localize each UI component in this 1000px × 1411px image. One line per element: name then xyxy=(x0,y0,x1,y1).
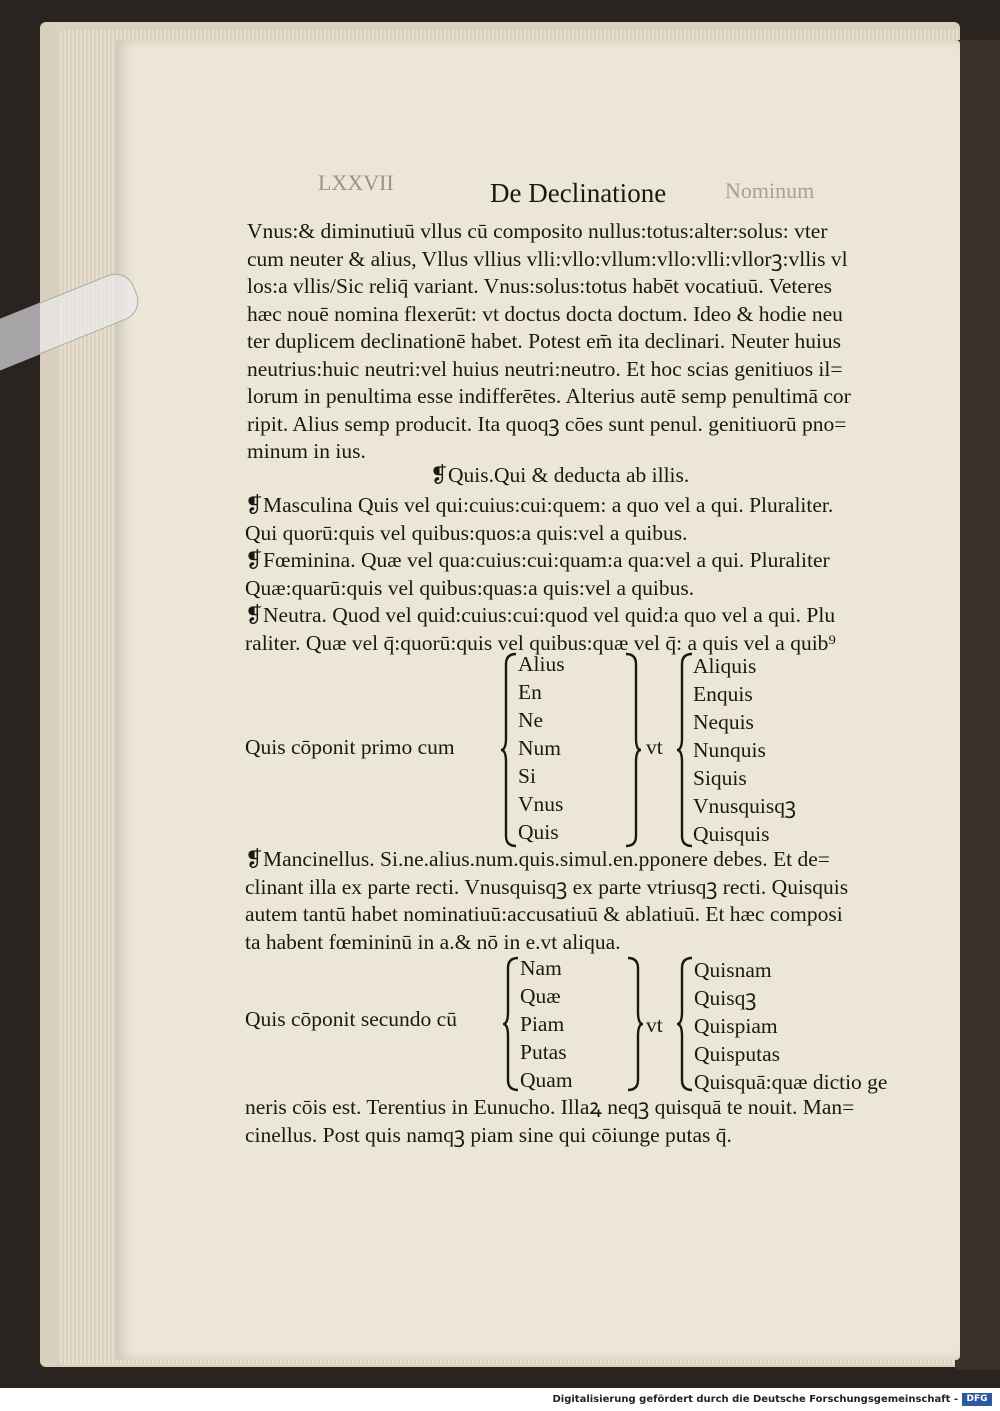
table1-left-item: Quis xyxy=(518,820,559,844)
table2-right-item: Quisputas xyxy=(694,1042,780,1066)
table2-right-item: Quisqꝫ xyxy=(694,986,757,1010)
table2-left-item: Quæ xyxy=(520,984,561,1008)
table1-left-item: Num xyxy=(518,736,561,760)
table1-right-item: Aliquis xyxy=(693,654,757,678)
text-line: ter duplicem declinationē habet. Potest em̄ ita declinari. Neuter huius xyxy=(247,329,842,353)
dfg-logo: DFG xyxy=(962,1393,992,1406)
paragraph-4 xyxy=(245,1094,854,1149)
text-line: lorum in penultima esse indifferētes. Alterius autē semp penultimā cor xyxy=(247,384,851,408)
page-title: De Declinatione xyxy=(490,178,667,208)
table1-mid-brace xyxy=(622,652,642,848)
table1-left-item: Alius xyxy=(518,652,565,676)
table1-right-item: Vnusquisqꝫ xyxy=(693,794,796,818)
table1-left-item: Ne xyxy=(518,708,544,732)
text-line: neutrius:huic neutri:vel huius neutri:neutro. Et hoc scias genitiuos il= xyxy=(247,356,843,381)
text-line: los:a vllis/Sic reliq̄ variant. Vnus:solus:totus habēt vocatiuū. Veteres xyxy=(247,274,833,298)
paragraph-2 xyxy=(245,492,836,657)
table1-left-item: Si xyxy=(518,764,536,788)
text-line: ❡Fœminina. Quæ vel qua:cuius:cui:quam:a qua:vel a qui. Pluraliter xyxy=(245,548,830,572)
text-line: minum in ius. xyxy=(247,439,366,463)
table2-mid-brace xyxy=(624,956,644,1092)
table1-right-item: Enquis xyxy=(693,682,753,706)
table2-middle-word: vt xyxy=(646,1013,663,1037)
text-line: ❡Masculina Quis vel qui:cuius:cui:quem: a quo vel a qui. Pluraliter. xyxy=(245,493,834,517)
text-line: Qui quorū:quis vel quibus:quos:a quis:vel a quibus. xyxy=(245,520,688,545)
table1-middle-word: vt xyxy=(646,735,663,759)
text-line: hæc nouē nomina flexerūt: vt doctus docta doctum. Ideo & hodie neu xyxy=(247,301,843,326)
table2-left-item: Nam xyxy=(520,956,562,980)
table2-right-brace xyxy=(676,956,696,1092)
text-line: ripit. Alius semp producit. Ita quoqꝫ cōes sunt penul. genitiuorū pno= xyxy=(247,411,847,436)
table2-right-item: Quispiam xyxy=(694,1014,778,1038)
footer-bar xyxy=(0,1390,1000,1411)
table2-left-item: Piam xyxy=(520,1012,565,1036)
table2-left-item: Quam xyxy=(520,1068,573,1092)
paragraph-1 xyxy=(247,218,851,466)
table1-right-item: Siquis xyxy=(693,766,747,790)
book-cover-edge xyxy=(955,40,1000,1370)
table2-left-brace xyxy=(502,956,522,1092)
table2-left-item: Putas xyxy=(520,1040,567,1064)
section-heading: ❡Quis.Qui & deducta ab illis. xyxy=(430,463,690,487)
table2-right-column xyxy=(694,956,887,1096)
table1-left-brace xyxy=(500,652,520,848)
table1-label: Quis cōponit primo cum xyxy=(245,735,455,759)
table1-right-item: Nequis xyxy=(693,710,754,734)
text-line: clinant illa ex parte recti. Vnusquisqꝫ ex parte vtriusqꝫ recti. Quisquis xyxy=(245,874,849,899)
text-line: autem tantū habet nominatiuū:accusatiuū & ablatiuū. Et hæc composi xyxy=(245,902,843,926)
text-line: Vnus:& diminutiuū vllus cū composito nullus:totus:alter:solus: vter xyxy=(247,219,828,243)
table1-right-column xyxy=(693,652,796,848)
text-line: ta habent fœmininū in a.& nō in e.vt aliqua. xyxy=(245,929,621,954)
footer-credit: Digitalisierung gefördert durch die Deutsche Forschungsgemeinschaft - xyxy=(552,1394,958,1405)
table2-label: Quis cōponit secundo cū xyxy=(245,1007,457,1031)
text-line: Quæ:quarū:quis vel quibus:quas:a quis:vel a quibus. xyxy=(245,575,695,600)
text-line: ❡Mancinellus. Si.ne.alius.num.quis.simul.en.pponere debes. Et de= xyxy=(245,847,830,871)
table2-left-column xyxy=(520,954,573,1094)
folio-number: LXXVII xyxy=(318,170,394,195)
text-line: ❡Neutra. Quod vel quid:cuius:cui:quod vel quid:a quo vel a qui. Plu xyxy=(245,603,836,627)
text-line: neris cōis est. Terentius in Eunucho. Illaꝝ neqꝫ quisquā te nouit. Man= xyxy=(245,1095,855,1119)
table2-right-item: Quisnam xyxy=(694,958,772,982)
table1-right-item: Nunquis xyxy=(693,738,766,762)
text-line: raliter. Quæ vel q̄:quorū:quis vel quibus:quæ vel q̄: a quis vel a quib⁹ xyxy=(245,630,836,655)
text-line: cinellus. Post quis namqꝫ piam sine qui cōiunge putas q̄. xyxy=(245,1122,732,1147)
table1-left-column xyxy=(518,650,565,846)
table2-right-item: Quisquā:quæ dictio ge xyxy=(694,1070,888,1094)
bleed-through-text: Nominum xyxy=(725,178,815,203)
table1-right-item: Quisquis xyxy=(693,822,770,846)
text-line: cum neuter & alius, Vllus vllius vlli:vllo:vllum:vllo:vlli:vllorꝫ:vllis vl xyxy=(247,246,848,271)
table1-left-item: En xyxy=(518,680,542,704)
paragraph-3 xyxy=(245,846,848,956)
table1-left-item: Vnus xyxy=(518,792,564,816)
